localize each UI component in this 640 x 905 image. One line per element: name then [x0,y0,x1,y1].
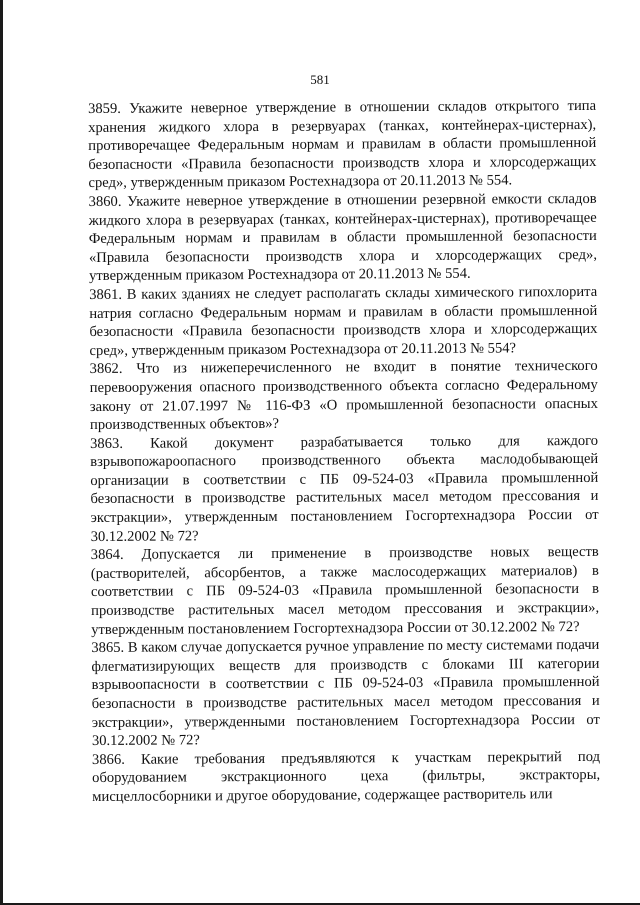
page-number: 581 [310,72,330,87]
question-3862: 3862. Что из нижеперечисленного не входит в понятие технического перевооружения опасного производственного объекта согласно Федеральному закону от 21.07.1997 № 116-ФЗ «О промышленной безопасности опасных производственных объектов»? [89,358,598,434]
question-3860: 3860. Укажите неверное утверждение в отношении резервной емкости складов жидкого хлора в резервуарах (танках, контейнерах-цистернах), противоречащее Федеральным нормам и правилам в области промышленной безопасности «Правила безопасности производств хлора и хлорсодержащих сред», утвержденным приказом Ростехнадзора от 20.11.2013 № 554. [88,190,598,285]
question-3866: 3866. Какие требования предъявляются к участкам перекрытий под оборудованием экстракционного цеха (фильтры, экстракторы, мисцеллосборники и другое оборудование, содержащее растворитель или [91,748,601,805]
document-body [88,97,600,807]
scan-left-edge [0,0,3,905]
question-3865: 3865. В каком случае допускается ручное управление по месту системами подачи флегматизирующих веществ для производств с блоками III категории взрывоопасности в соответствии с ПБ 09-524-03 «Правила промышленной безопасности в производстве растительных масел методом прессования и экстракции», утвержденными постановлением Госгортехнадзора России от 30.12.2002 № 72? [91,637,600,750]
question-3861: 3861. В каких зданиях не следует располагать склады химического гипохлорита натрия согласно Федеральным нормам и правилам в области промышленной безопасности «Правила безопасности производств хлора и хлорсодержащих сред», утвержденным приказом Ростехнадзора от 20.11.2013 № 554? [89,283,598,359]
question-3859: 3859. Укажите неверное утверждение в отношении складов открытого типа хранения жидкого хлора в резервуарах (танках, контейнерах-цистернах), противоречащее Федеральным нормам и правилам в области промышленной безопасности «Правила безопасности производств хлора и хлорсодержащих сред», утвержденным приказом Ростехнадзора от 20.11.2013 № 554. [88,97,597,192]
question-3863: 3863. Какой документ разрабатывается только для каждого взрывопожароопасного производственного объекта маслодобывающей организации в соответствии с ПБ 09-524-03 «Правила промышленной безопасности в производстве растительных масел методом прессования и экстракции», утвержденным постановлением Госгортехнадзора России от 30.12.2002 № 72? [90,432,599,545]
question-3864: 3864. Допускается ли применение в производстве новых веществ (растворителей, абсорбентов, а также маслосодержащих материалов) в соответствии с ПБ 09-524-03 «Правила промышленной безопасности в производстве растительных масел методом прессования и экстракции», утвержденным постановлением Госгортехнадзора России от 30.12.2002 № 72? [90,544,600,638]
